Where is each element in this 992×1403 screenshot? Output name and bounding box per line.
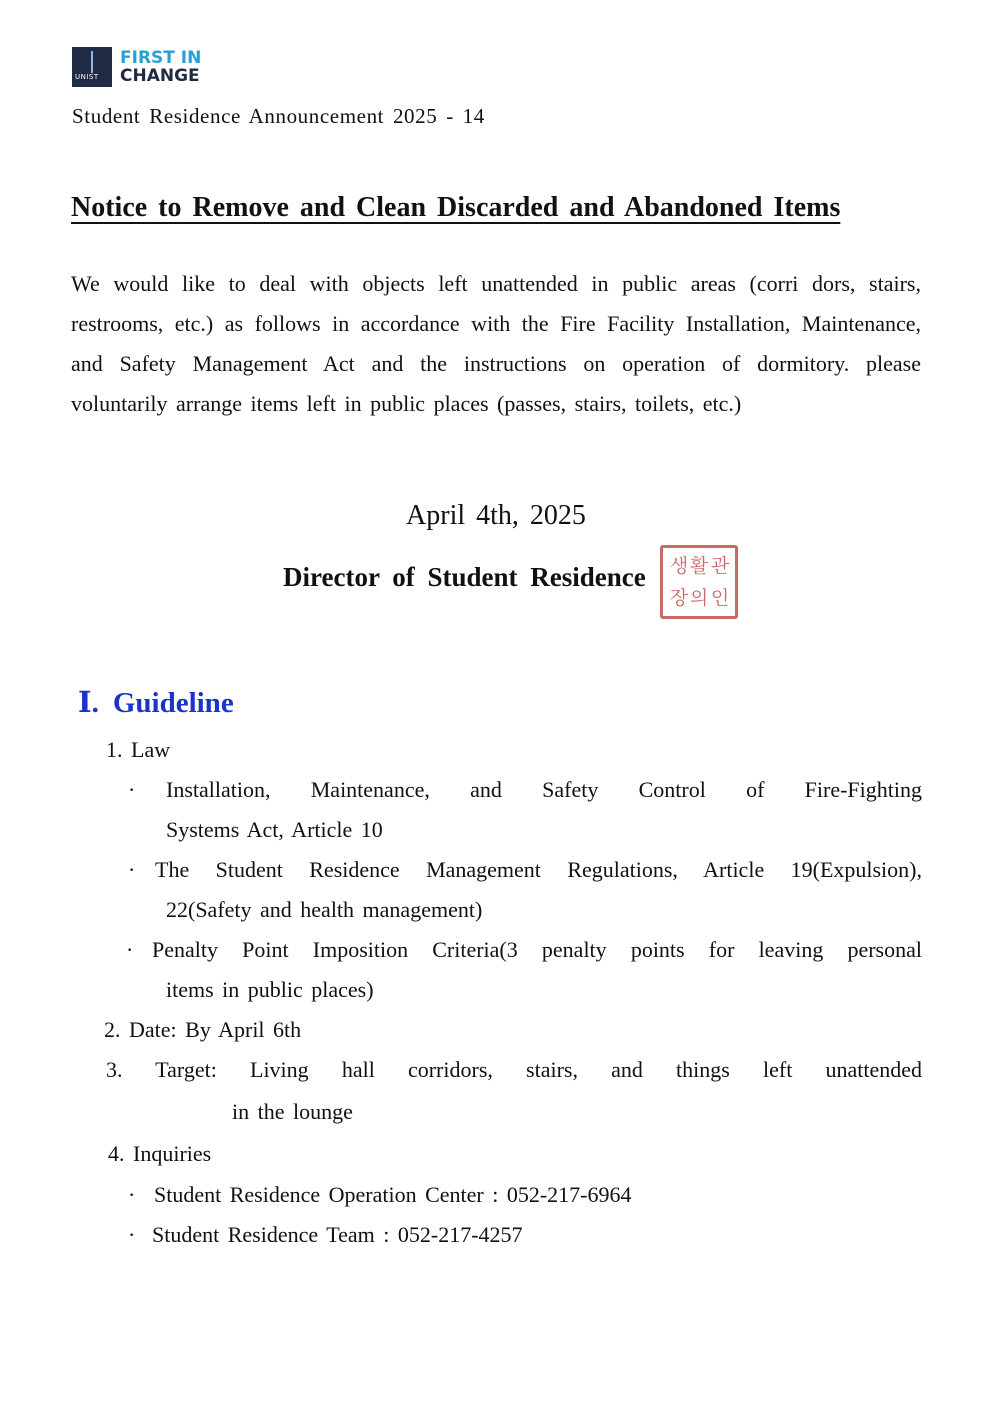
seal-char-2: 활 <box>689 555 709 577</box>
bullet-icon: · <box>126 937 134 962</box>
bullet-icon: · <box>128 777 136 802</box>
target-line-2: in the lounge <box>232 1099 353 1124</box>
law-item-3-line-1: Penalty Point Imposition Criteria(3 penalty points for leaving personal <box>152 937 922 962</box>
announcement-number: Student Residence Announcement 2025 - 14 <box>72 104 485 128</box>
inquiry-residence-team: Student Residence Team : 052-217-4257 <box>152 1222 523 1247</box>
law-item-3-line-2: items in public places) <box>166 977 374 1002</box>
logo-mark-text: UNIST <box>75 73 99 81</box>
unist-logo-mark <box>72 47 112 87</box>
bullet-icon: · <box>128 857 136 882</box>
inquiries-label: 4. Inquiries <box>108 1141 212 1166</box>
section-title: Guideline <box>112 687 234 719</box>
logo-line-1: FIRST IN <box>120 48 202 68</box>
seal-char-6: 인 <box>710 587 730 609</box>
bullet-icon: · <box>128 1222 136 1247</box>
law-item-2-line-2: 22(Safety and health management) <box>166 897 483 922</box>
bullet-icon: · <box>128 1182 136 1207</box>
notice-title: Notice to Remove and Clean Discarded and Abandoned Items <box>71 192 841 223</box>
signatory: Director of Student Residence <box>283 562 646 592</box>
date-item: 2. Date: By April 6th <box>104 1017 302 1042</box>
seal-char-5: 의 <box>689 587 709 609</box>
announcement-date: April 4th, 2025 <box>406 500 586 531</box>
unist-logo <box>72 47 201 87</box>
law-item-1-line-1: Installation, Maintenance, and Safety Control of Fire-Fighting <box>166 777 922 802</box>
law-item-2-line-1: The Student Residence Management Regulations, Article 19(Expulsion), <box>155 857 922 882</box>
law-item-1-line-2: Systems Act, Article 10 <box>166 817 383 842</box>
seal-char-1: 생 <box>669 555 689 577</box>
intro-paragraph: We would like to deal with objects left unattended in public areas (corri dors, stairs, restrooms, etc.) as follows in accordance with the Fire Facility Installation, Maintenance, and Safety Management Act and the instructions on operation of dormitory. please voluntarily arrange items left in public places (passes, stairs, toilets, etc.) <box>71 271 921 416</box>
official-seal <box>660 545 738 619</box>
seal-char-3: 관 <box>710 555 730 577</box>
logo-slogan <box>120 49 201 85</box>
section-heading <box>78 685 234 720</box>
seal-char-4: 장 <box>669 587 689 609</box>
inquiry-operation-center: Student Residence Operation Center : 052-217-6964 <box>154 1182 632 1207</box>
target-line-1: 3. Target: Living hall corridors, stairs, and things left unattended <box>106 1057 922 1082</box>
section-number: Ⅰ. <box>78 687 99 719</box>
law-label: 1. Law <box>106 737 171 762</box>
logo-line-2: CHANGE <box>120 66 200 86</box>
